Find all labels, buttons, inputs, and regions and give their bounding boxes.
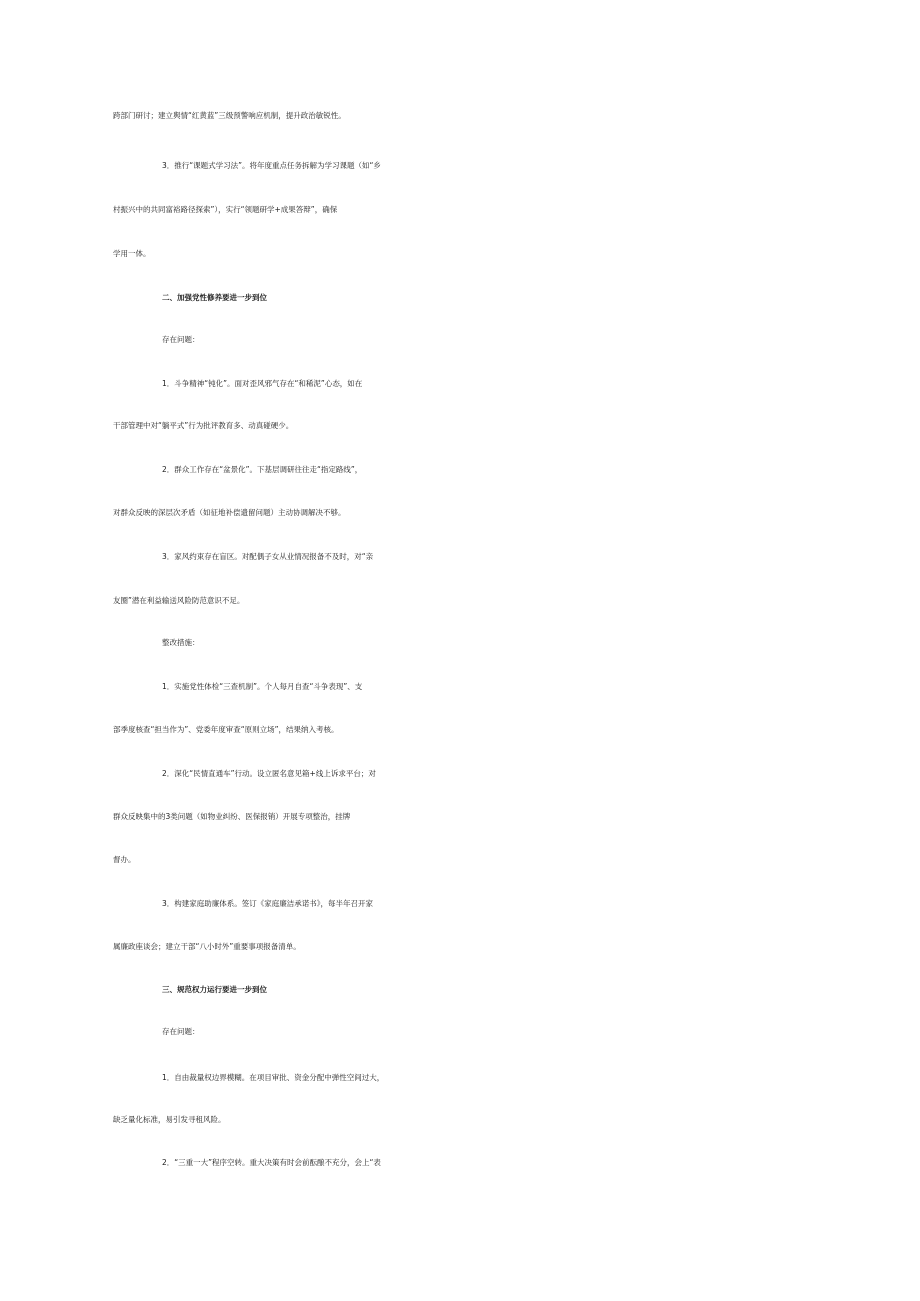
- section-heading: 三、规范权力运行要进一步到位: [162, 985, 267, 994]
- paragraph-line: 友圈”潜在利益输送风险防范意识不足。: [113, 596, 245, 605]
- paragraph-line: 村振兴中的共同富裕路径探索”），实行“领题研学+成果答辩”，确保: [113, 205, 338, 214]
- paragraph-line: 干部管理中对“躺平式”行为批评教育多、动真碰硬少。: [113, 421, 294, 430]
- paragraph-line: 存在问题：: [162, 335, 200, 344]
- paragraph-line: 整改措施：: [162, 638, 200, 647]
- paragraph-line: 督办。: [113, 855, 136, 864]
- paragraph-line: 2．深化“民情直通车”行动。设立匿名意见箱+线上诉求平台；对: [162, 769, 376, 778]
- paragraph-line: 跨部门研讨；建立舆情“红黄蓝”三级预警响应机制，提升政治敏锐性。: [113, 111, 346, 120]
- paragraph-line: 部季度核查“担当作为”、党委年度审查“原则立场”，结果纳入考核。: [113, 725, 339, 734]
- paragraph-line: 对群众反映的深层次矛盾（如征地补偿遗留问题）主动协调解决不够。: [113, 508, 346, 517]
- section-heading: 二、加强党性修养要进一步到位: [162, 293, 267, 302]
- paragraph-line: 3．构建家庭助廉体系。签订《家庭廉洁承诺书》，每半年召开家: [162, 899, 374, 908]
- paragraph-line: 2．“三重一大”程序空转。重大决策有时会前酝酿不充分，会上“表: [162, 1158, 381, 1167]
- paragraph-line: 3．推行“课题式学习法”。将年度重点任务拆解为学习课题（如“乡: [162, 161, 381, 170]
- paragraph-line: 2．群众工作存在“盆景化”。下基层调研往往走“指定路线”，: [162, 465, 363, 474]
- paragraph-line: 属廉政座谈会；建立干部“八小时外”重要事项报备清单。: [113, 942, 301, 951]
- paragraph-line: 缺乏量化标准，易引发寻租风险。: [113, 1115, 226, 1124]
- paragraph-line: 存在问题：: [162, 1027, 200, 1036]
- paragraph-line: 1．自由裁量权边界模糊。在项目审批、资金分配中弹性空间过大，: [162, 1073, 385, 1082]
- paragraph-line: 1．斗争精神“钝化”。面对歪风邪气存在“和稀泥”心态，如在: [162, 379, 363, 388]
- paragraph-line: 群众反映集中的3类问题（如物业纠纷、医保报销）开展专项整治，挂牌: [113, 812, 351, 821]
- paragraph-line: 3．家风约束存在盲区。对配偶子女从业情况报备不及时，对“亲: [162, 552, 374, 561]
- paragraph-line: 1．实施党性体检“三查机制”。个人每月自查“斗争表现”、支: [162, 682, 363, 691]
- paragraph-line: 学用一体。: [113, 249, 151, 258]
